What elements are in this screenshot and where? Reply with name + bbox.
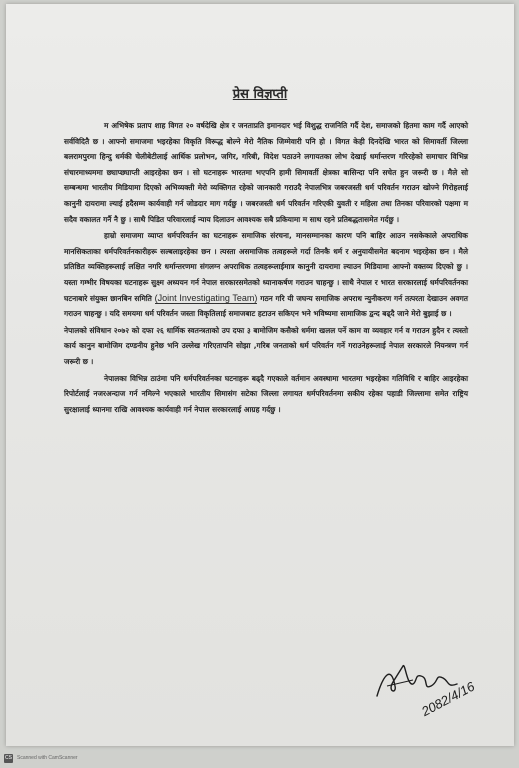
paragraph-3: नेपालको संविधान २०७२ को दफा २६ धार्मिक स्वतन्त्रताको उप दफा ३ बामोजिम कसैको धर्ममा खलल पर्ने काम वा व्यवहार गर्न व गराउन हुदैन र त्यस्तो कार्य कानुन बामोजिम दण्डनीय हुनेछ भनि उल्लेख गरिएतापनि सोझा ,गरिब जनताको धर्म परिवर्तन गर्ने गराउनेहरूलाई नेपाल सरकारले नियन्त्रण गर्न जरूरी छ ।: [64, 325, 468, 366]
camscanner-logo-icon: CS: [5, 755, 12, 761]
signature-date: 2082/4/16: [418, 678, 478, 719]
paragraph-2-text: हाम्रो समाजमा व्याप्त धर्मपरिवर्तन का घटनाहरू समाजिक संरचना, मानसम्मानका कारण पनि बाहिर आउन नसकेकाले अपराधिक मानसिकताका धर्मपरिवर्तनकारीहरू सल्बलाइरहेका छन । त्यस्ता असमाजिक तत्वहरूले गर्दा तिनकै धर्म र अनुयायीसमेत बदनाम भइरहेका छन । मैले प्रतिष्ठित व्यक्तिहरूलाई लक्षित नगरि धर्मान्तरणमा संगलग्न अपराधिक तत्वहरूलाईमात्र कानुनी दायरामा ल्याउन मिडियामा आफ्नो वक्तव्य दिएको छु । यस्ता गम्भीर विषयका घटनाहरू सुक्ष्म अध्ययन गर्न नेपाल सरकारसमेतको ध्यानाकर्षण गराउन चाहन्छु । साथै नेपाल र भारत सरकारलाई धर्मपरिवर्तनका घटनाबारे संयुक्त छानबिन समिति: [64, 231, 468, 303]
paragraph-1: म अभिषेक प्रताप शाह विगत २० वर्षदेखि क्षेत्र र जनताप्रति इमानदार भई विशुद्ध राजनिति गर्दै देश, समाजको हितमा काम गर्दै आएको सर्वविदितै छ । आफ्नो समाजमा भइरहेका विकृति विरूद्ध बोल्ने मेरो नैतिक जिम्मेवारी पनि हो । विगत केही दिनदेखि भारत को सिमावर्ती जिल्ला बलरामपुरमा हिन्दु धर्मकी चेलीबेटीलाई आर्थिक प्रलोभन, जगिर, गरिबी, विदेश पठाउने लगायतका लोभ देखाई धर्मान्तरण गरिरहेको समाचार विभिन्न संचारमाध्यममा छ्याप्छ्याप्ती आइरहेका छन । सो घटनाहरू भारतमा भएपनि हामी सिमावर्ती क्षेत्रका बासिन्दा पनि सचेत हुन जरूरी छ । मैले सो सम्बन्धमा भारतीय मिडियामा दिएको अभिव्यक्ती मेरो व्यक्तिगत रहेको जानकारी गराउदै नेपालभित्र जबरजस्ती धर्म परिवर्तन गराउन खोज्ने गिरोहलाई कानुनी दायरामा ल्याई हदैसम्म कार्यवाही गर्न जोडदार माग गर्दछु । जबरजस्ती धर्म परिवर्तन गरिएकी युवती र महिला तथा तिनका परिवारको पक्षमा म सदैव वकालत गर्नै नै छु । साथै पिडित परिवारलाई न्याय दिलाउन आवश्यक सबै प्रकियामा म साथ रहने प्रतिबद्धतासमेत गर्दछु ।: [64, 121, 468, 224]
scanner-footer: [4, 752, 78, 764]
scanner-footer-text: Scanned with CamScanner: [17, 755, 78, 761]
document-page: [6, 4, 514, 746]
document-body: [64, 118, 468, 418]
document-title: प्रेस विज्ञप्ती: [232, 87, 288, 102]
joint-investigating-team-text: (Joint Investigating Team): [154, 292, 258, 303]
paragraph-4: नेपालका विभिन्न ठाउंमा पनि धर्मपरिवर्तनका घटनाहरू बढ्दै गएकाले वर्तमान अवस्थामा भारतमा भइरहेका गतिविधि र बाहिर आइरहेका रिपोर्टलाई नजरअन्दाज गर्न नमिल्ने भएकाले भारतीय सिमासंग सटेका जिल्ला लगायत धर्मपरिवर्तनमा सकीय रहेका पहाडी जिल्लामा समेत राष्ट्रिय सुरक्षालाई ध्यानमा राखि आवश्यक कार्यवाही गर्न नेपाल सरकारलाई आग्रह गर्दछु ।: [64, 373, 468, 414]
paragraph-2-continued: गठन गरि यी जघन्य समाजिक अपराध न्युनीकरण गर्न तत्परता देखाउन अवगत गराउन चाहन्छु । यदि समयमा धर्म परिवर्तन जस्ता विकृतिलाई समाजबाट हटाउन सकिएन भने भविष्यमा सामाजिक द्वन्द बढ्दै जाने मेरो बुझाई छ ।: [64, 293, 468, 319]
paragraph-2: [64, 228, 468, 322]
